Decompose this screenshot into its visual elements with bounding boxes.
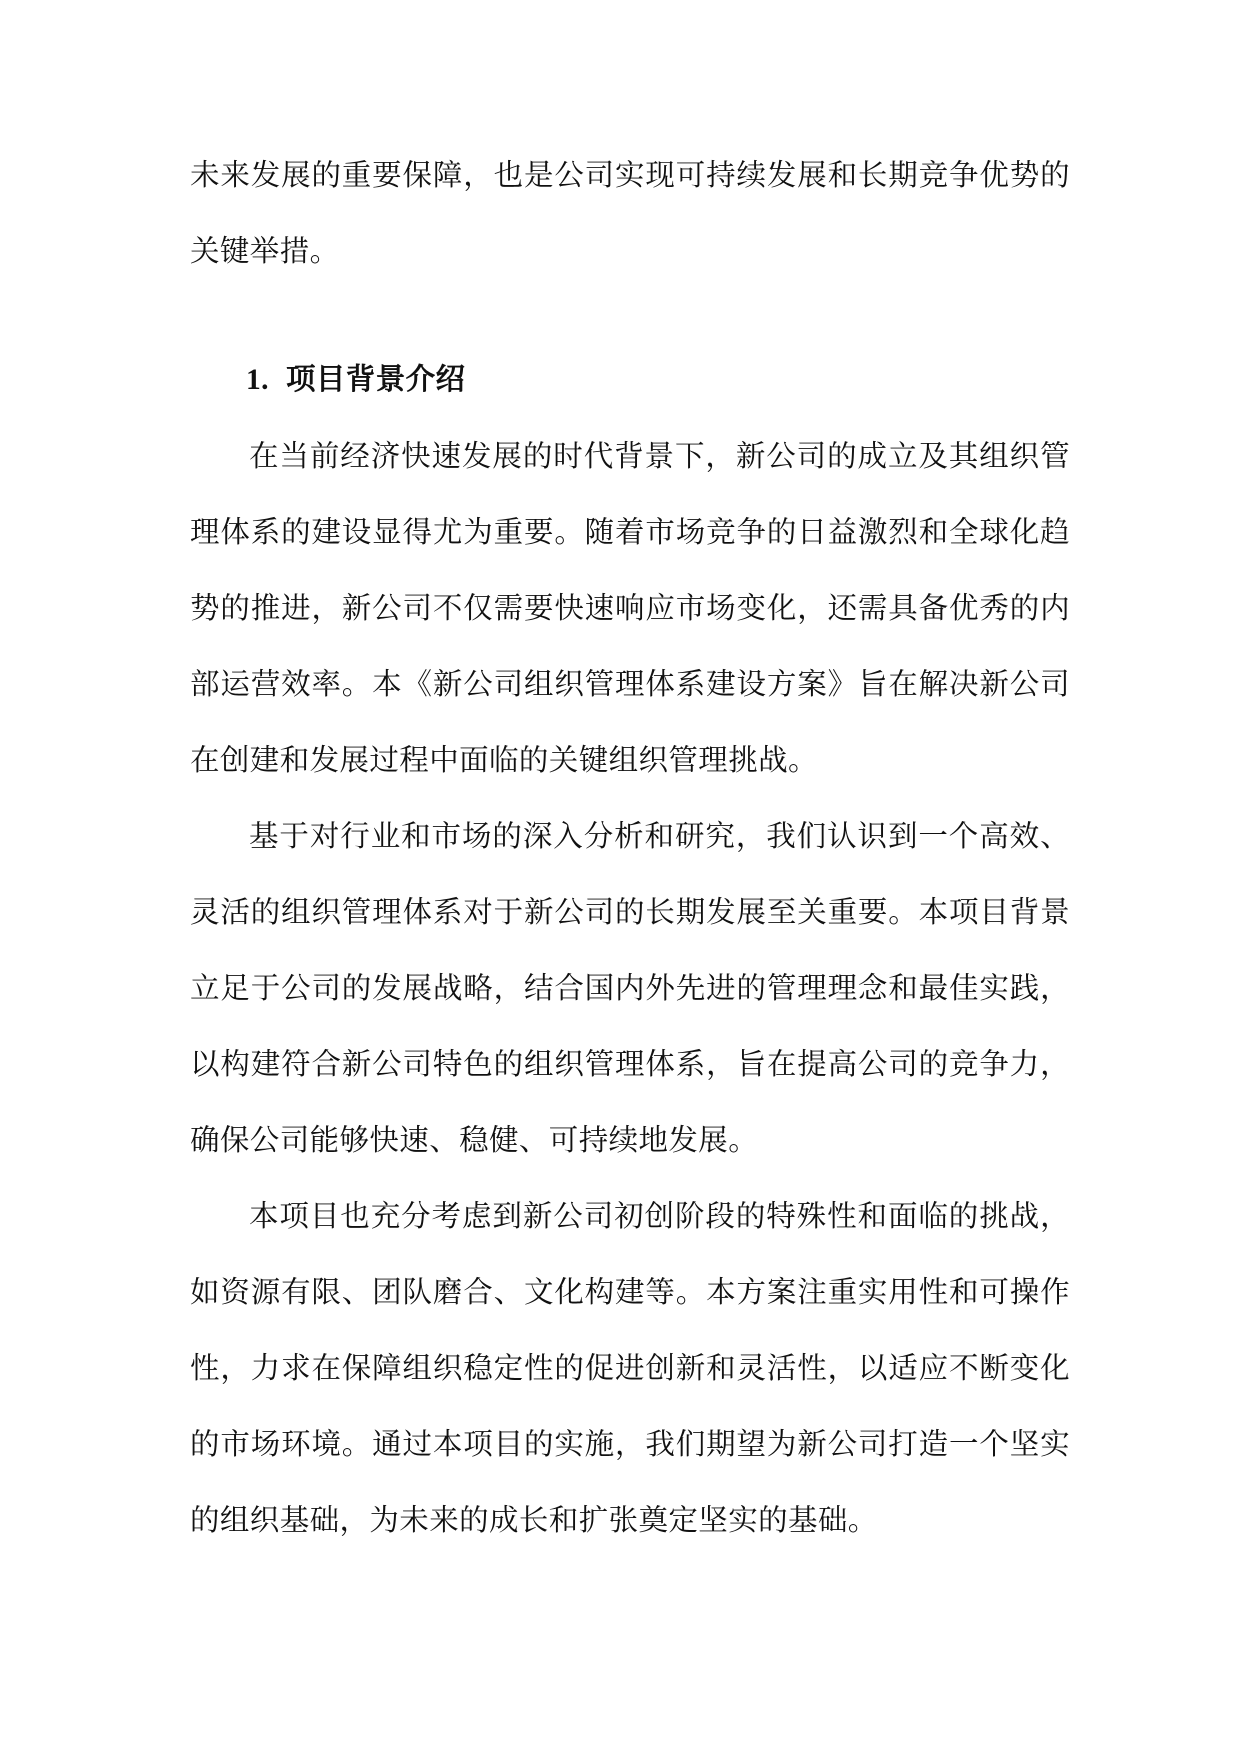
intro-paragraph: 未来发展的重要保障，也是公司实现可持续发展和长期竞争优势的关键举措。 xyxy=(190,158,1070,268)
body-paragraph-3: 本项目也充分考虑到新公司初创阶段的特殊性和面临的挑战，如资源有限、团队磨合、文化构建等。本方案注重实用性和可操作性，力求在保障组织稳定性的促进创新和灵活性，以适应不断变化的市场环境。通过本项目的实施，我们期望为新公司打造一个坚实的组织基础，为未来的成长和扩张奠定坚实的基础。 xyxy=(190,1199,1070,1537)
section-heading xyxy=(190,341,1070,418)
document-body xyxy=(190,137,1070,1558)
section-number: 1. xyxy=(246,364,269,396)
section-title: 项目背景介绍 xyxy=(286,361,466,396)
body-paragraph-1: 在当前经济快速发展的时代背景下，新公司的成立及其组织管理体系的建设显得尤为重要。随着市场竞争的日益激烈和全球化趋势的推进，新公司不仅需要快速响应市场变化，还需具备优秀的内部运营效率。本《新公司组织管理体系建设方案》旨在解决新公司在创建和发展过程中面临的关键组织管理挑战。 xyxy=(190,439,1070,777)
body-paragraph-2: 基于对行业和市场的深入分析和研究，我们认识到一个高效、灵活的组织管理体系对于新公司的长期发展至关重要。本项目背景立足于公司的发展战略，结合国内外先进的管理理念和最佳实践，以构建符合新公司特色的组织管理体系，旨在提高公司的竞争力，确保公司能够快速、稳健、可持续地发展。 xyxy=(190,819,1070,1157)
